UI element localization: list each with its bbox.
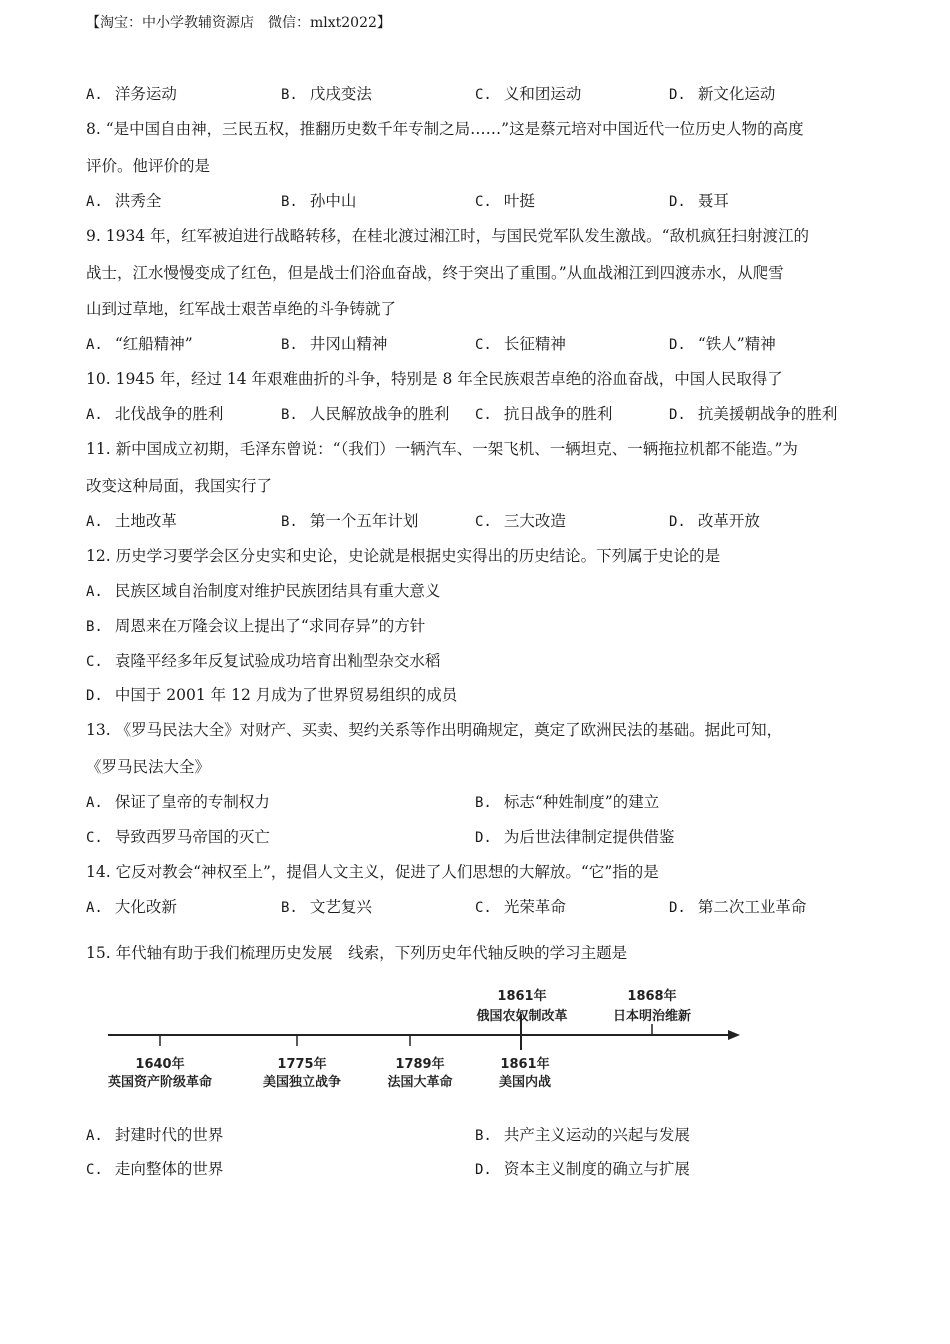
q15-option-a: A. 封建时代的世界 xyxy=(86,1126,224,1144)
q8-stem-line1: 8. “是中国自由神，三民五权，推翻历史数千年专制之局……”这是蔡元培对中国近代一位历史人物的高度 xyxy=(86,120,804,138)
timeline-above-year-2: 1868年 xyxy=(627,989,677,1004)
q7-option-d: D. 新文化运动 xyxy=(669,85,776,103)
q12-option-b: B. 周恩来在万隆会议上提出了“求同存异”的方针 xyxy=(86,617,426,635)
timeline-below-year-2: 1775年 xyxy=(277,1057,327,1072)
q11-stem-line1: 11. 新中国成立初期，毛泽东曾说：“（我们）一辆汽车、一架飞机、一辆坦克、一辆拖拉机都不能造。”为 xyxy=(86,440,798,458)
timeline-arrow-icon xyxy=(728,1030,740,1040)
timeline-below-year-3: 1789年 xyxy=(395,1057,445,1072)
q14-stem-line1: 14. 它反对教会“神权至上”，提倡人文主义，促进了人们思想的大解放。“它”指的是 xyxy=(86,863,659,881)
q7-option-b: B. 戊戌变法 xyxy=(281,85,372,103)
q14-option-a: A. 大化改新 xyxy=(86,898,177,916)
q11-option-a: A. 土地改革 xyxy=(86,512,177,530)
timeline-above-event-1: 俄国农奴制改革 xyxy=(476,1009,568,1024)
q10-option-b: B. 人民解放战争的胜利 xyxy=(281,405,450,423)
q15-option-c: C. 走向整体的世界 xyxy=(86,1160,224,1178)
timeline-below-event-3: 法国大革命 xyxy=(387,1075,453,1090)
timeline-above-year-1: 1861年 xyxy=(497,989,547,1004)
q8-option-d: D. 聂耳 xyxy=(669,192,729,210)
q15-timeline xyxy=(0,980,950,1090)
q11-stem-line2: 改变这种局面，我国实行了 xyxy=(86,477,273,495)
q10-option-c: C. 抗日战争的胜利 xyxy=(475,405,613,423)
q13-option-c: C. 导致西罗马帝国的灭亡 xyxy=(86,828,270,846)
q8-option-c: C. 叶挺 xyxy=(475,192,535,210)
q15-option-b: B. 共产主义运动的兴起与发展 xyxy=(475,1126,690,1144)
q10-option-a: A. 北伐战争的胜利 xyxy=(86,405,224,423)
q9-option-c: C. 长征精神 xyxy=(475,335,566,353)
q9-option-b: B. 井冈山精神 xyxy=(281,335,388,353)
q12-option-a: A. 民族区域自治制度对维护民族团结具有重大意义 xyxy=(86,582,441,600)
q9-option-d: D. “铁人”精神 xyxy=(669,335,776,353)
q13-option-a: A. 保证了皇帝的专制权力 xyxy=(86,793,270,811)
timeline-below-event-2: 美国独立战争 xyxy=(262,1075,342,1090)
q13-stem-line1: 13. 《罗马民法大全》对财产、买卖、契约关系等作出明确规定，奠定了欧洲民法的基础。据此可知， xyxy=(86,721,783,739)
q8-option-b: B. 孙中山 xyxy=(281,192,357,210)
q12-option-c: C. 袁隆平经多年反复试验成功培育出籼型杂交水稻 xyxy=(86,652,441,670)
q11-option-d: D. 改革开放 xyxy=(669,512,760,530)
q9-stem-line1: 9. 1934 年，红军被迫进行战略转移，在桂北渡过湘江时，与国民党军队发生激战。“敌机疯狂扫射渡江的 xyxy=(86,227,810,245)
timeline-below-year-4: 1861年 xyxy=(500,1057,550,1072)
q11-option-b: B. 第一个五年计划 xyxy=(281,512,419,530)
q13-option-d: D. 为后世法律制定提供借鉴 xyxy=(475,828,675,846)
q8-option-a: A. 洪秀全 xyxy=(86,192,162,210)
q12-stem-line1: 12. 历史学习要学会区分史实和史论，史论就是根据史实得出的历史结论。下列属于史论的是 xyxy=(86,547,721,565)
q13-stem-line2: 《罗马民法大全》 xyxy=(86,758,211,776)
q14-option-c: C. 光荣革命 xyxy=(475,898,566,916)
q13-option-b: B. 标志“种姓制度”的建立 xyxy=(475,793,660,811)
timeline-below-event-4: 美国内战 xyxy=(498,1075,552,1090)
q11-option-c: C. 三大改造 xyxy=(475,512,566,530)
q15-stem-line1: 15. 年代轴有助于我们梳理历史发展 线索，下列历史年代轴反映的学习主题是 xyxy=(86,944,628,962)
q9-option-a: A. “红船精神” xyxy=(86,335,193,353)
q8-stem-line2: 评价。他评价的是 xyxy=(86,157,211,175)
q12-option-d: D. 中国于 2001 年 12 月成为了世界贸易组织的成员 xyxy=(86,686,458,704)
timeline-below-year-1: 1640年 xyxy=(135,1057,185,1072)
timeline-below-event-1: 英国资产阶级革命 xyxy=(107,1075,213,1090)
q7-option-a: A. 洋务运动 xyxy=(86,85,177,103)
q9-stem-line2: 战士，江水慢慢变成了红色，但是战士们浴血奋战，终于突出了重围。”从血战湘江到四渡赤水，从爬雪 xyxy=(86,264,784,282)
q10-stem-line1: 10. 1945 年，经过 14 年艰难曲折的斗争，特别是 8 年全民族艰苦卓绝的浴血奋战，中国人民取得了 xyxy=(86,370,783,388)
q10-option-d: D. 抗美援朝战争的胜利 xyxy=(669,405,838,423)
page-header: 【淘宝：中小学教辅资源店 微信：mlxt2022】 xyxy=(86,15,391,31)
q7-option-c: C. 义和团运动 xyxy=(475,85,582,103)
q9-stem-line3: 山到过草地，红军战士艰苦卓绝的斗争铸就了 xyxy=(86,300,397,318)
timeline-above-event-2: 日本明治维新 xyxy=(612,1009,692,1024)
q14-option-d: D. 第二次工业革命 xyxy=(669,898,807,916)
q14-option-b: B. 文艺复兴 xyxy=(281,898,372,916)
q15-option-d: D. 资本主义制度的确立与扩展 xyxy=(475,1160,690,1178)
